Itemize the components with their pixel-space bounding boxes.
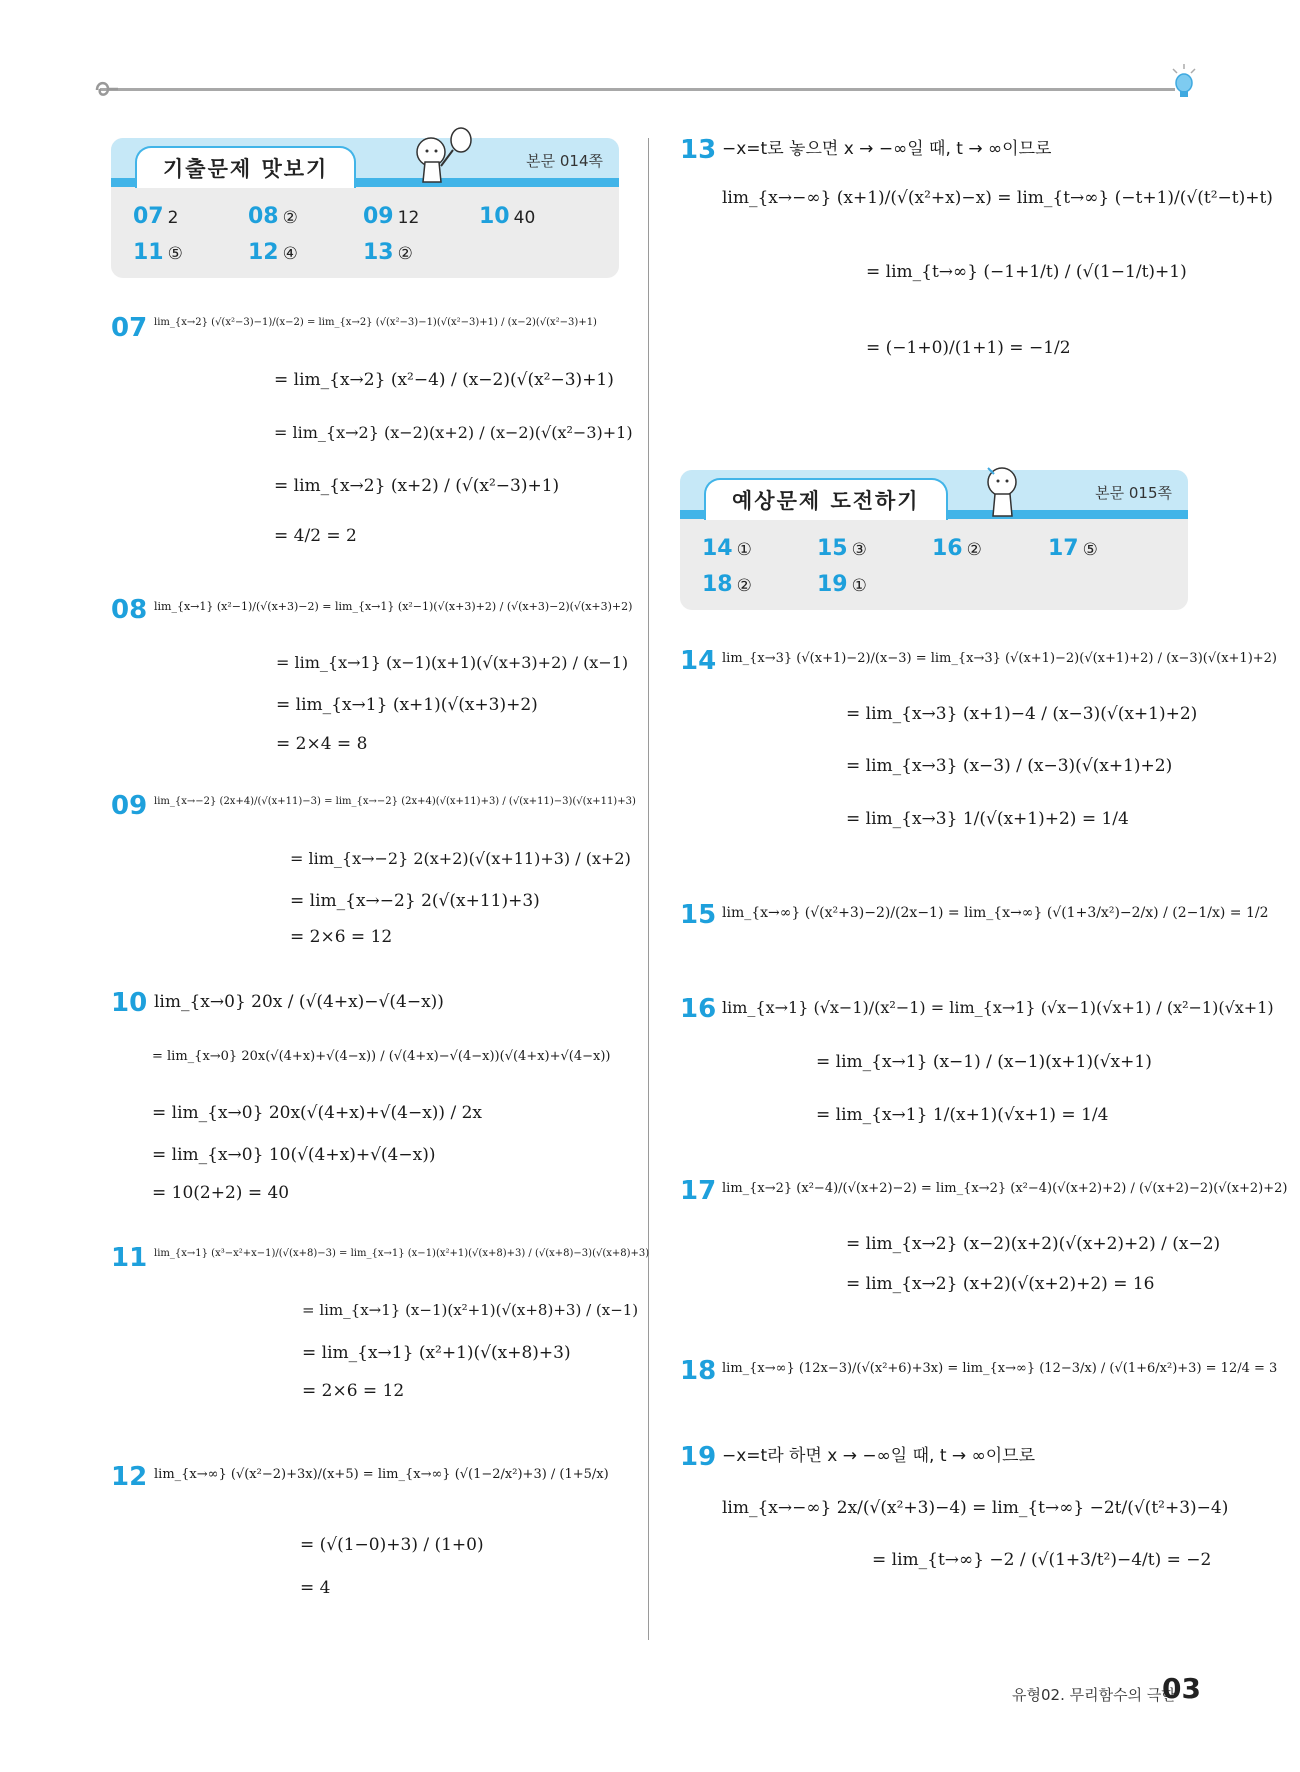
solution-line: = lim_{x→0} 20x(√(4+x)+√(4−x)) / 2x [152,1103,482,1123]
solution-line: = lim_{x→1} (x²+1)(√(x+8)+3) [302,1343,571,1363]
solution-line: = lim_{x→2} (x²−4) / (x−2)(√(x²−3)+1) [274,370,614,390]
section-title: 예상문제 도전하기 [704,478,948,520]
expected-answers-box [680,470,1188,610]
answer-item: 19 ① [817,572,867,597]
solution-line: lim_{x→0} 20x / (√(4+x)−√(4−x)) [154,992,444,1012]
problem-number: 18 [680,1356,717,1386]
solution-line: lim_{x→2} (√(x²−3)−1)/(x−2) = lim_{x→2} (√(x²−3)−1)(√(x²−3)+1) / (x−2)(√(x²−3)+1) [154,317,597,328]
problem-number: 15 [680,900,717,930]
solution-line: = lim_{x→3} (x+1)−4 / (x−3)(√(x+1)+2) [846,704,1198,724]
lightbulb-icon [1168,62,1200,102]
solution-line: lim_{x→−∞} 2x/(√(x²+3)−4) = lim_{t→∞} −2t/(√(t²+3)−4) [722,1498,1229,1518]
solution-line: = lim_{x→1} (x−1)(x²+1)(√(x+8)+3) / (x−1) [302,1301,639,1319]
section-title: 기출문제 맛보기 [135,146,356,188]
solution-line: lim_{x→1} (x²−1)/(√(x+3)−2) = lim_{x→1} (x²−1)(√(x+3)+2) / (√(x+3)−2)(√(x+3)+2) [154,600,633,613]
answer-item: 11 ⑤ [133,240,183,265]
solution-line: = 4 [300,1578,331,1598]
solution-line: = lim_{x→1} (x−1) / (x−1)(x+1)(√x+1) [816,1052,1152,1072]
solution-line: = (−1+0)/(1+1) = −1/2 [866,338,1071,358]
solution-line: −x=t로 놓으면 x → −∞일 때, t → ∞이므로 [722,139,1052,159]
solution-line: = 4/2 = 2 [274,526,357,546]
solution-line: = 2×4 = 8 [276,734,368,754]
solution-line: = lim_{x→1} (x−1)(x+1)(√(x+3)+2) / (x−1) [276,653,629,672]
problem-number: 19 [680,1442,717,1472]
solution-line: = lim_{x→2} (x+2)(√(x+2)+2) = 16 [846,1274,1155,1294]
solution-line: lim_{x→−2} (2x+4)/(√(x+11)−3) = lim_{x→−2} (2x+4)(√(x+11)+3) / (√(x+11)−3)(√(x+11)+3) [154,796,636,807]
problem-number: 12 [111,1462,148,1492]
answer-item: 15 ③ [817,536,867,561]
answer-item: 14 ① [702,536,752,561]
solution-line: = lim_{x→0} 20x(√(4+x)+√(4−x)) / (√(4+x)−√(4−x))(√(4+x)+√(4−x)) [152,1049,611,1064]
answer-item: 10 40 [479,204,536,229]
solution-line: lim_{x→2} (x²−4)/(√(x+2)−2) = lim_{x→2} (x²−4)(√(x+2)+2) / (√(x+2)−2)(√(x+2)+2) [722,1181,1288,1196]
problem-number: 09 [111,791,148,821]
solution-line: lim_{x→∞} (√(x²+3)−2)/(2x−1) = lim_{x→∞} (√(1+3/x²)−2/x) / (2−1/x) = 1/2 [722,905,1269,921]
mascot-tennis-icon [401,126,481,190]
solution-line: lim_{x→1} (x³−x²+x−1)/(√(x+8)−3) = lim_{x→1} (x−1)(x²+1)(√(x+8)+3) / (√(x+8)−3)(√(x+8)+3) [154,1248,650,1259]
past-answers-box [111,138,619,278]
solution-line: = lim_{x→2} (x+2) / (√(x²−3)+1) [274,476,560,496]
page-number: 03 [1162,1672,1201,1705]
solution-line: = lim_{t→∞} (−1+1/t) / (√(1−1/t)+1) [866,262,1187,282]
solution-line: = lim_{x→−2} 2(x+2)(√(x+11)+3) / (x+2) [290,849,631,868]
answer-item: 09 12 [363,204,420,229]
page-ref: 본문 014쪽 [526,152,603,170]
solution-line: lim_{x→3} (√(x+1)−2)/(x−3) = lim_{x→3} (√(x+1)−2)(√(x+1)+2) / (x−3)(√(x+1)+2) [722,651,1278,666]
answer-item: 08 ② [248,204,298,229]
solution-line: lim_{x→∞} (√(x²−2)+3x)/(x+5) = lim_{x→∞} (√(1−2/x²)+3) / (1+5/x) [154,1467,609,1482]
solution-line: = 2×6 = 12 [302,1381,405,1401]
problem-number: 07 [111,313,148,343]
solution-line: = lim_{x→2} (x−2)(x+2)(√(x+2)+2) / (x−2) [846,1234,1221,1254]
solution-line: −x=t라 하면 x → −∞일 때, t → ∞이므로 [722,1446,1036,1466]
solution-line: = lim_{x→3} 1/(√(x+1)+2) = 1/4 [846,809,1129,829]
solution-line: lim_{x→∞} (12x−3)/(√(x²+6)+3x) = lim_{x→∞} (12−3/x) / (√(1+6/x²)+3) = 12/4 = 3 [722,1361,1278,1376]
solution-line: = 2×6 = 12 [290,927,393,947]
solution-line: lim_{x→1} (√x−1)/(x²−1) = lim_{x→1} (√x−1)(√x+1) / (x²−1)(√x+1) [722,998,1274,1017]
problem-number: 14 [680,646,717,676]
problem-number: 17 [680,1176,717,1206]
solution-line: = lim_{x→3} (x−3) / (x−3)(√(x+1)+2) [846,756,1173,776]
solution-line: = lim_{x→0} 10(√(4+x)+√(4−x)) [152,1145,436,1165]
solution-line: = lim_{t→∞} −2 / (√(1+3/t²)−4/t) = −2 [872,1550,1212,1570]
problem-number: 16 [680,994,717,1024]
answer-item: 16 ② [932,536,982,561]
problem-number: 08 [111,595,148,625]
problem-number: 13 [680,135,717,165]
answer-item: 18 ② [702,572,752,597]
solution-line: = lim_{x→1} 1/(x+1)(√x+1) = 1/4 [816,1105,1109,1125]
solution-line: = (√(1−0)+3) / (1+0) [300,1535,484,1555]
page-ref: 본문 015쪽 [1095,484,1172,502]
clip-icon [94,78,120,100]
solution-line: = 10(2+2) = 40 [152,1183,290,1203]
column-divider [648,138,649,1640]
solution-line: = lim_{x→1} (x+1)(√(x+3)+2) [276,695,538,715]
solution-line: lim_{x→−∞} (x+1)/(√(x²+x)−x) = lim_{t→∞} (−t+1)/(√(t²−t)+t) [722,188,1273,208]
answer-item: 12 ④ [248,240,298,265]
solution-line: = lim_{x→−2} 2(√(x+11)+3) [290,891,540,911]
top-rule [100,88,1175,91]
footer-chapter: 유형02. 무리함수의 극한 [1012,1686,1176,1704]
answer-item: 17 ⑤ [1048,536,1098,561]
problem-number: 10 [111,988,148,1018]
mascot-cheer-icon [970,458,1040,522]
solution-line: = lim_{x→2} (x−2)(x+2) / (x−2)(√(x²−3)+1) [274,423,633,442]
answer-item: 07 2 [133,204,179,229]
problem-number: 11 [111,1243,148,1273]
answer-item: 13 ② [363,240,413,265]
